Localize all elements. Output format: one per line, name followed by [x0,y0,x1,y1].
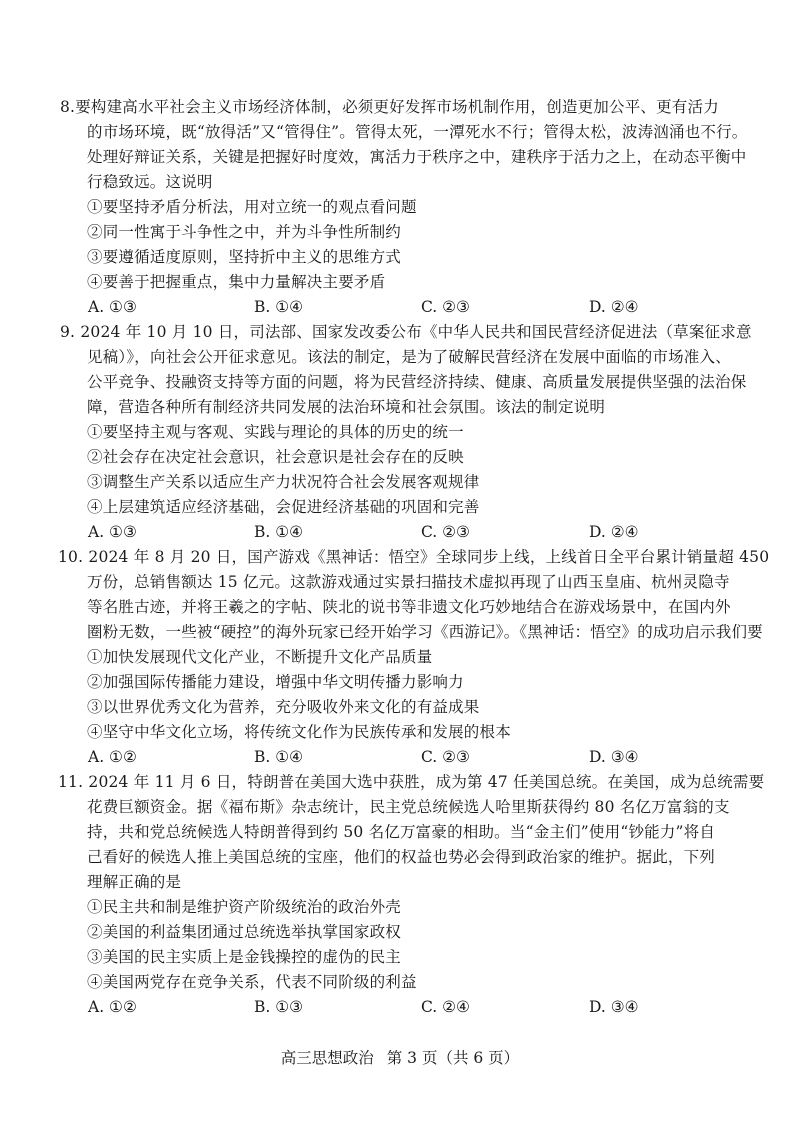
question-stem-line: 行稳致远。这说明 [87,173,213,191]
statement-option: ④要善于把握重点，集中力量解决主要矛盾 [87,273,386,291]
question-stem-line: 的市场环境，既“放得活”又“管得住”。管得太死，一潭死水不行；管得太松，波涛汹涌也不行。 [87,123,748,141]
answer-choice-b: B. ①③ [254,998,304,1016]
question-stem-line: 圈粉无数，一些被“硬控”的海外玩家已经开始学习《西游记》。《黑神话：悟空》的成功启示我们要 [87,623,763,641]
answer-choice-d: D. ②④ [589,298,639,316]
statement-option: ③要遵循适度原则，坚持折中主义的思维方式 [87,248,402,266]
statement-option: ③调整生产关系以适应生产力状况符合社会发展客观规律 [87,473,480,491]
answer-choice-c: C. ②④ [421,998,470,1016]
question-stem-line: 11. 2024 年 11 月 6 日，特朗普在美国大选中获胜，成为第 47 任美国总统。在美国，成为总统需要 [58,773,765,791]
answer-choice-a: A. ①② [88,998,137,1016]
statement-option: ②社会存在决定社会意识，社会意识是社会存在的反映 [87,448,464,466]
question-stem-line: 见稿）》，向社会公开征求意见。该法的制定，是为了破解民营经济在发展中面临的市场准入、 [87,348,731,366]
question-stem-line: 10. 2024 年 8 月 20 日，国产游戏《黑神话：悟空》全球同步上线，上线首日全平台累计销量超 450 [58,548,770,566]
answer-choice-a: A. ①③ [88,298,137,316]
answer-choice-a: A. ①③ [88,523,137,541]
question-stem-line: 己看好的候选人推上美国总统的宝座，他们的权益也势必会得到政治家的维护。据此，下列 [87,848,716,866]
question-stem-line: 等名胜古迹，并将王羲之的字帖、陕北的说书等非遗文化巧妙地结合在游戏场景中，在国内外 [87,598,731,616]
statement-option: ②美国的利益集团通过总统选举执掌国家政权 [87,923,402,941]
answer-choice-d: D. ③④ [589,748,639,766]
answer-choice-c: C. ②③ [421,748,470,766]
statement-option: ③美国的民主实质上是金钱操控的虚伪的民主 [87,948,402,966]
statement-option: ②加强国际传播能力建设，增强中华文明传播力影响力 [87,673,464,691]
question-stem-line: 公平竞争、投融资支持等方面的问题，将为民营经济持续、健康、高质量发展提供坚强的法治保 [87,373,747,391]
answer-choice-c: C. ②③ [421,298,470,316]
question-stem-line: 持，共和党总统候选人特朗普得到约 50 名亿万富豪的相助。当“金主们”使用“钞能力”将自 [87,823,716,841]
question-stem-line: 理解正确的是 [87,873,182,891]
answer-choice-d: D. ③④ [589,998,639,1016]
page-footer [0,1047,800,1069]
statement-option: ①要坚持主观与客观、实践与理论的具体的历史的统一 [87,423,464,441]
statement-option: ④上层建筑适应经济基础，会促进经济基础的巩固和完善 [87,498,480,516]
answer-choice-b: B. ①④ [254,298,304,316]
footer-page-number: 第 3 页（共 6 页） [386,1049,520,1067]
footer-subject: 高三思想政治 [280,1049,374,1067]
answer-choice-c: C. ②③ [421,523,470,541]
answer-choice-a: A. ①② [88,748,137,766]
statement-option: ④坚守中华文化立场，将传统文化作为民族传承和发展的根本 [87,723,511,741]
answer-choice-b: B. ①④ [254,748,304,766]
question-stem-line: 花费巨额资金。据《福布斯》杂志统计，民主党总统候选人哈里斯获得约 80 名亿万富翁的支 [87,798,730,816]
statement-option: ①加快发展现代文化产业，不断提升文化产品质量 [87,648,433,666]
question-stem-line: 万份，总销售额达 15 亿元。这款游戏通过实景扫描技术虚拟再现了山西玉皇庙、杭州灵隐寺 [87,573,730,591]
question-stem-line: 9. 2024 年 10 月 10 日，司法部、国家发改委公布《中华人民共和国民营经济促进法（草案征求意 [60,323,752,341]
statement-option: ③以世界优秀文化为营养，充分吸收外来文化的有益成果 [87,698,480,716]
statement-option: ①要坚持矛盾分析法，用对立统一的观点看问题 [87,198,417,216]
statement-option: ①民主共和制是维护资产阶级统治的政治外壳 [87,898,402,916]
answer-choice-d: D. ②④ [589,523,639,541]
question-stem-line: 8.要构建高水平社会主义市场经济体制，必须更好发挥市场机制作用，创造更加公平、更有活力 [60,98,719,116]
statement-option: ④美国两党存在竞争关系，代表不同阶级的利益 [87,973,417,991]
statement-option: ②同一性寓于斗争性之中，并为斗争性所制约 [87,223,402,241]
question-stem-line: 处理好辩证关系，关键是把握好时度效，寓活力于秩序之中，建秩序于活力之上，在动态平衡中 [87,148,747,166]
answer-choice-b: B. ①④ [254,523,304,541]
question-stem-line: 障，营造各种所有制经济共同发展的法治环境和社会氛围。该法的制定说明 [87,398,606,416]
